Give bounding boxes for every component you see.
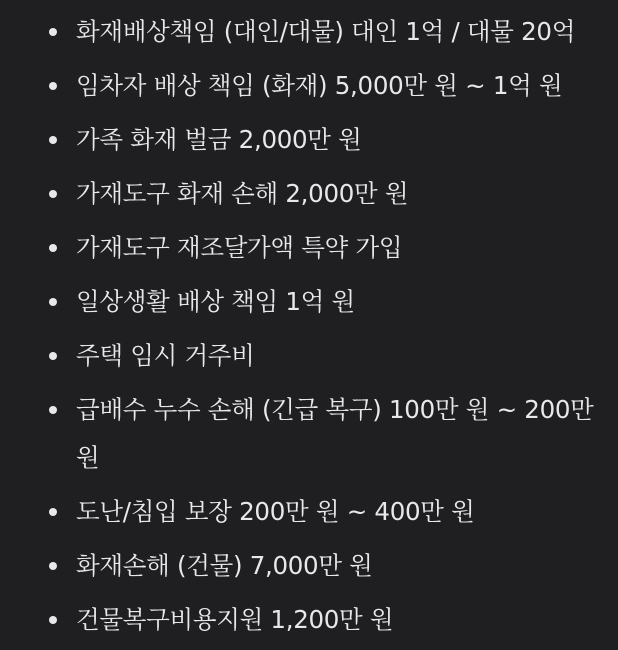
list-item: [0, 224, 618, 272]
list-item-text: 임차자 배상 책임 (화재) 5,000만 원 ~ 1억 원: [76, 71, 563, 100]
list-item-text: 가족 화재 벌금 2,000만 원: [76, 125, 362, 154]
list-item-text: 일상생활 배상 책임 1억 원: [76, 287, 355, 316]
list-item: [0, 332, 618, 380]
list-item: [0, 170, 618, 218]
list-item-text: 가재도구 재조달가액 특약 가입: [76, 233, 403, 262]
bullet-icon: [49, 298, 57, 306]
bullet-icon: [49, 28, 57, 36]
list-item: [0, 62, 618, 110]
bullet-icon: [49, 352, 57, 360]
list-item: [0, 116, 618, 164]
list-item-text: 급배수 누수 손해 (긴급 복구) 100만 원 ~ 200만 원: [76, 395, 594, 472]
list-item-text: 주택 임시 거주비: [76, 341, 255, 370]
list-item-text: 화재배상책임 (대인/대물) 대인 1억 / 대물 20억: [76, 17, 576, 46]
bullet-icon: [49, 244, 57, 252]
list-item-text: 화재손해 (건물) 7,000만 원: [76, 551, 373, 580]
list-item: [0, 542, 618, 590]
bullet-icon: [49, 82, 57, 90]
list-item-text: 건물복구비용지원 1,200만 원: [76, 605, 394, 634]
list-item: [0, 278, 618, 326]
bullet-icon: [49, 136, 57, 144]
bullet-icon: [49, 616, 57, 624]
bullet-icon: [49, 562, 57, 570]
bullet-icon: [49, 406, 57, 414]
list-item: [0, 488, 618, 536]
list-item-text: 도난/침입 보장 200만 원 ~ 400만 원: [76, 497, 475, 526]
list-item-text: 가재도구 화재 손해 2,000만 원: [76, 179, 409, 208]
list-item: [0, 8, 618, 56]
list-item: [0, 386, 618, 482]
bullet-icon: [49, 190, 57, 198]
bullet-icon: [49, 508, 57, 516]
list-item: [0, 596, 618, 644]
